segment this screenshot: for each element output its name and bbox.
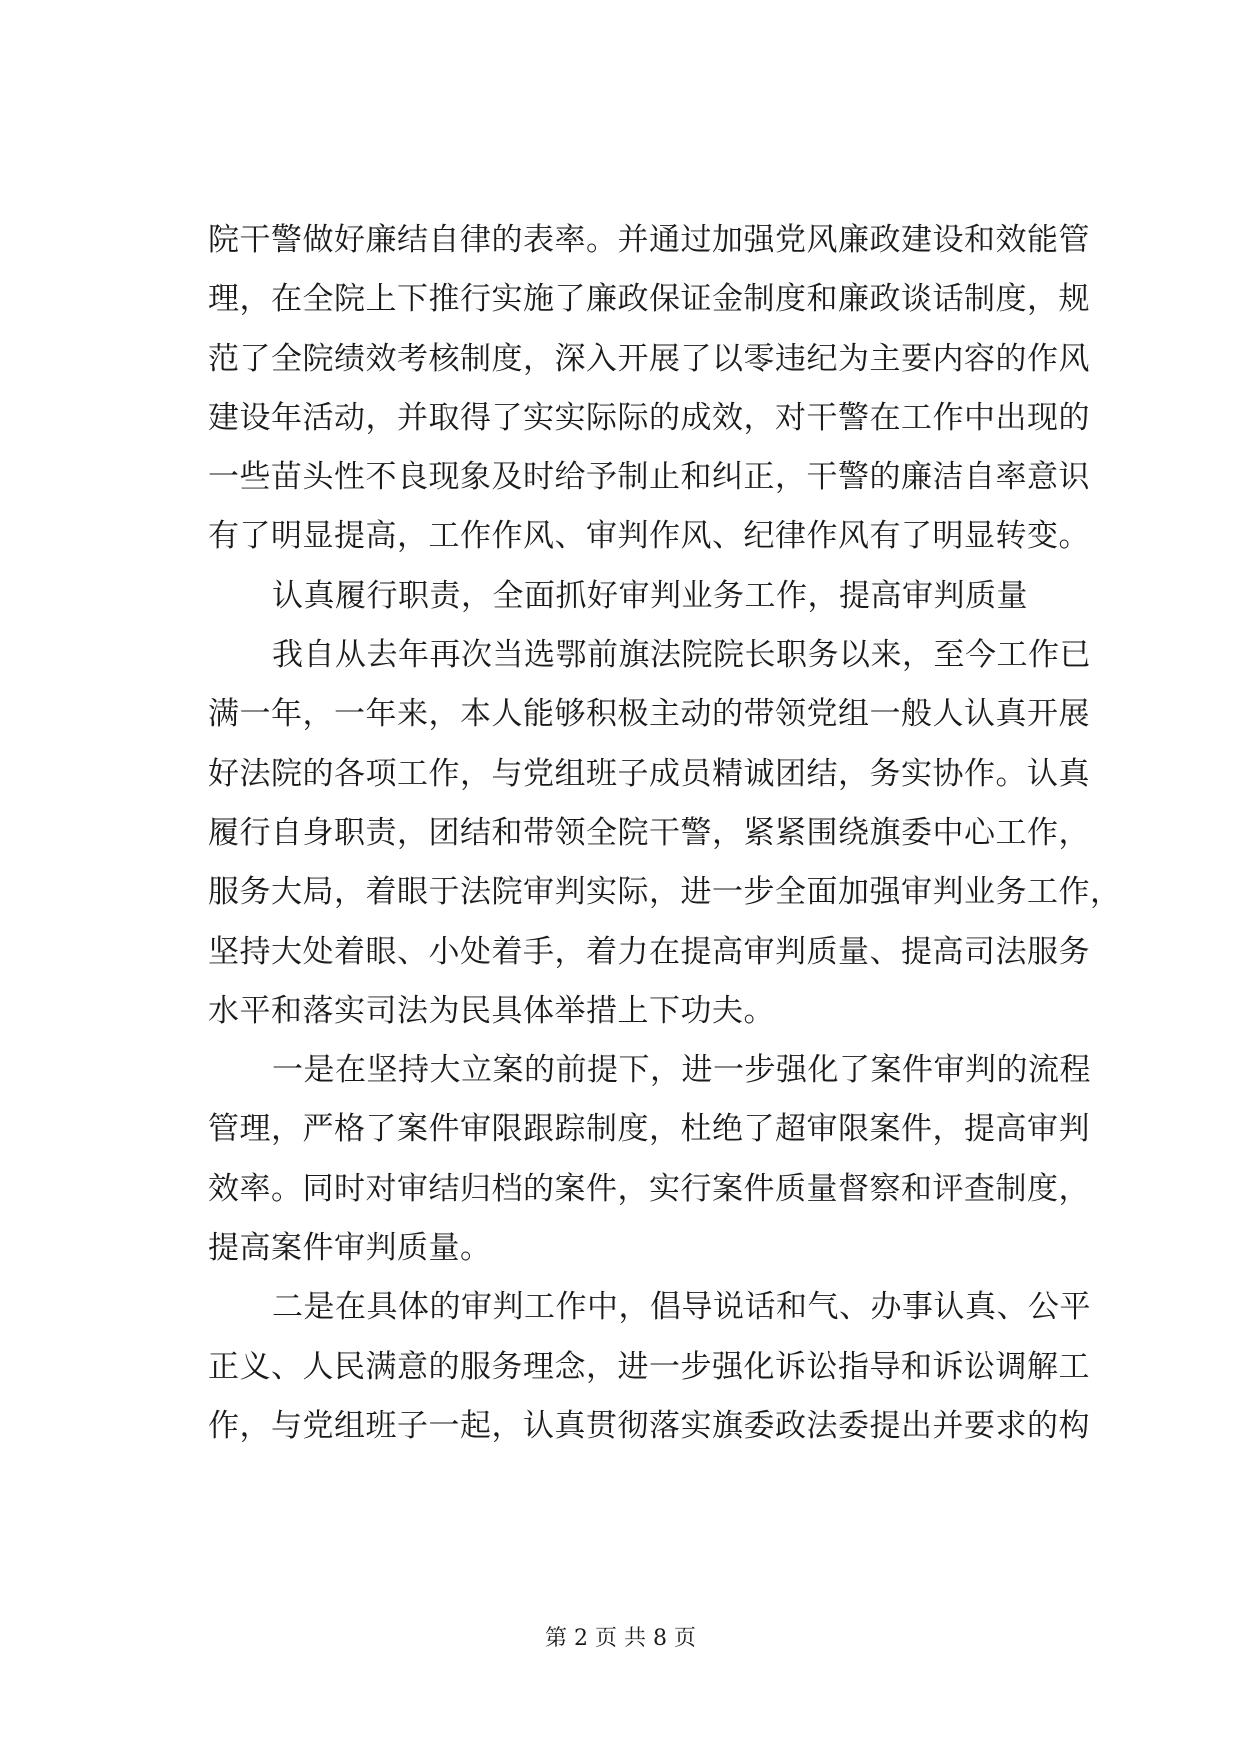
text-line: 作，与党组班子一起，认真贯彻落实旗委政法委提出并要求的构 [208,1407,1090,1444]
document-body [208,222,1122,1467]
text-line: 水平和落实司法为民具体举措上下功夫。 [208,992,775,1029]
text-line: 正义、人民满意的服务理念，进一步强化诉讼指导和诉讼调解工 [208,1348,1090,1385]
text-line: 我自从去年再次当选鄂前旗法院院长职务以来，至今工作已 [272,637,1091,674]
text-line: 履行自身职责，团结和带领全院干警，紧紧围绕旗委中心工作， [208,814,1090,851]
text-line: 认真履行职责，全面抓好审判业务工作，提高审判质量 [272,577,1028,614]
text-line: 服务大局，着眼于法院审判实际，进一步全面加强审判业务工作， [208,874,1122,911]
text-line: 提高案件审判质量。 [208,1230,492,1267]
text-line: 一是在坚持大立案的前提下，进一步强化了案件审判的流程 [272,1052,1091,1089]
text-line: 建设年活动，并取得了实实际际的成效，对干警在工作中出现的 [208,399,1090,436]
text-line: 好法院的各项工作，与党组班子成员精诚团结，务实协作。认真 [208,755,1090,792]
text-line: 院干警做好廉结自律的表率。并通过加强党风廉政建设和效能管 [208,222,1090,258]
text-line: 坚持大处着眼、小处着手，着力在提高审判质量、提高司法服务 [208,933,1090,970]
text-line: 有了明显提高，工作作风、审判作风、纪律作风有了明显转变。 [208,518,1090,555]
text-line: 范了全院绩效考核制度，深入开展了以零违纪为主要内容的作风 [208,340,1090,377]
text-line: 一些苗头性不良现象及时给予制止和纠正，干警的廉洁自率意识 [208,459,1090,496]
page-footer: 第 2 页 共 8 页 [545,1626,696,1651]
text-line: 满一年，一年来，本人能够积极主动的带领党组一般人认真开展 [208,696,1090,733]
text-line: 理，在全院上下推行实施了廉政保证金制度和廉政谈话制度，规 [208,281,1090,318]
text-line: 二是在具体的审判工作中，倡导说话和气、办事认真、公平 [272,1289,1091,1326]
text-line: 管理，严格了案件审限跟踪制度，杜绝了超审限案件，提高审判 [208,1111,1090,1148]
text-line: 效率。同时对审结归档的案件，实行案件质量督察和评查制度， [208,1170,1090,1207]
